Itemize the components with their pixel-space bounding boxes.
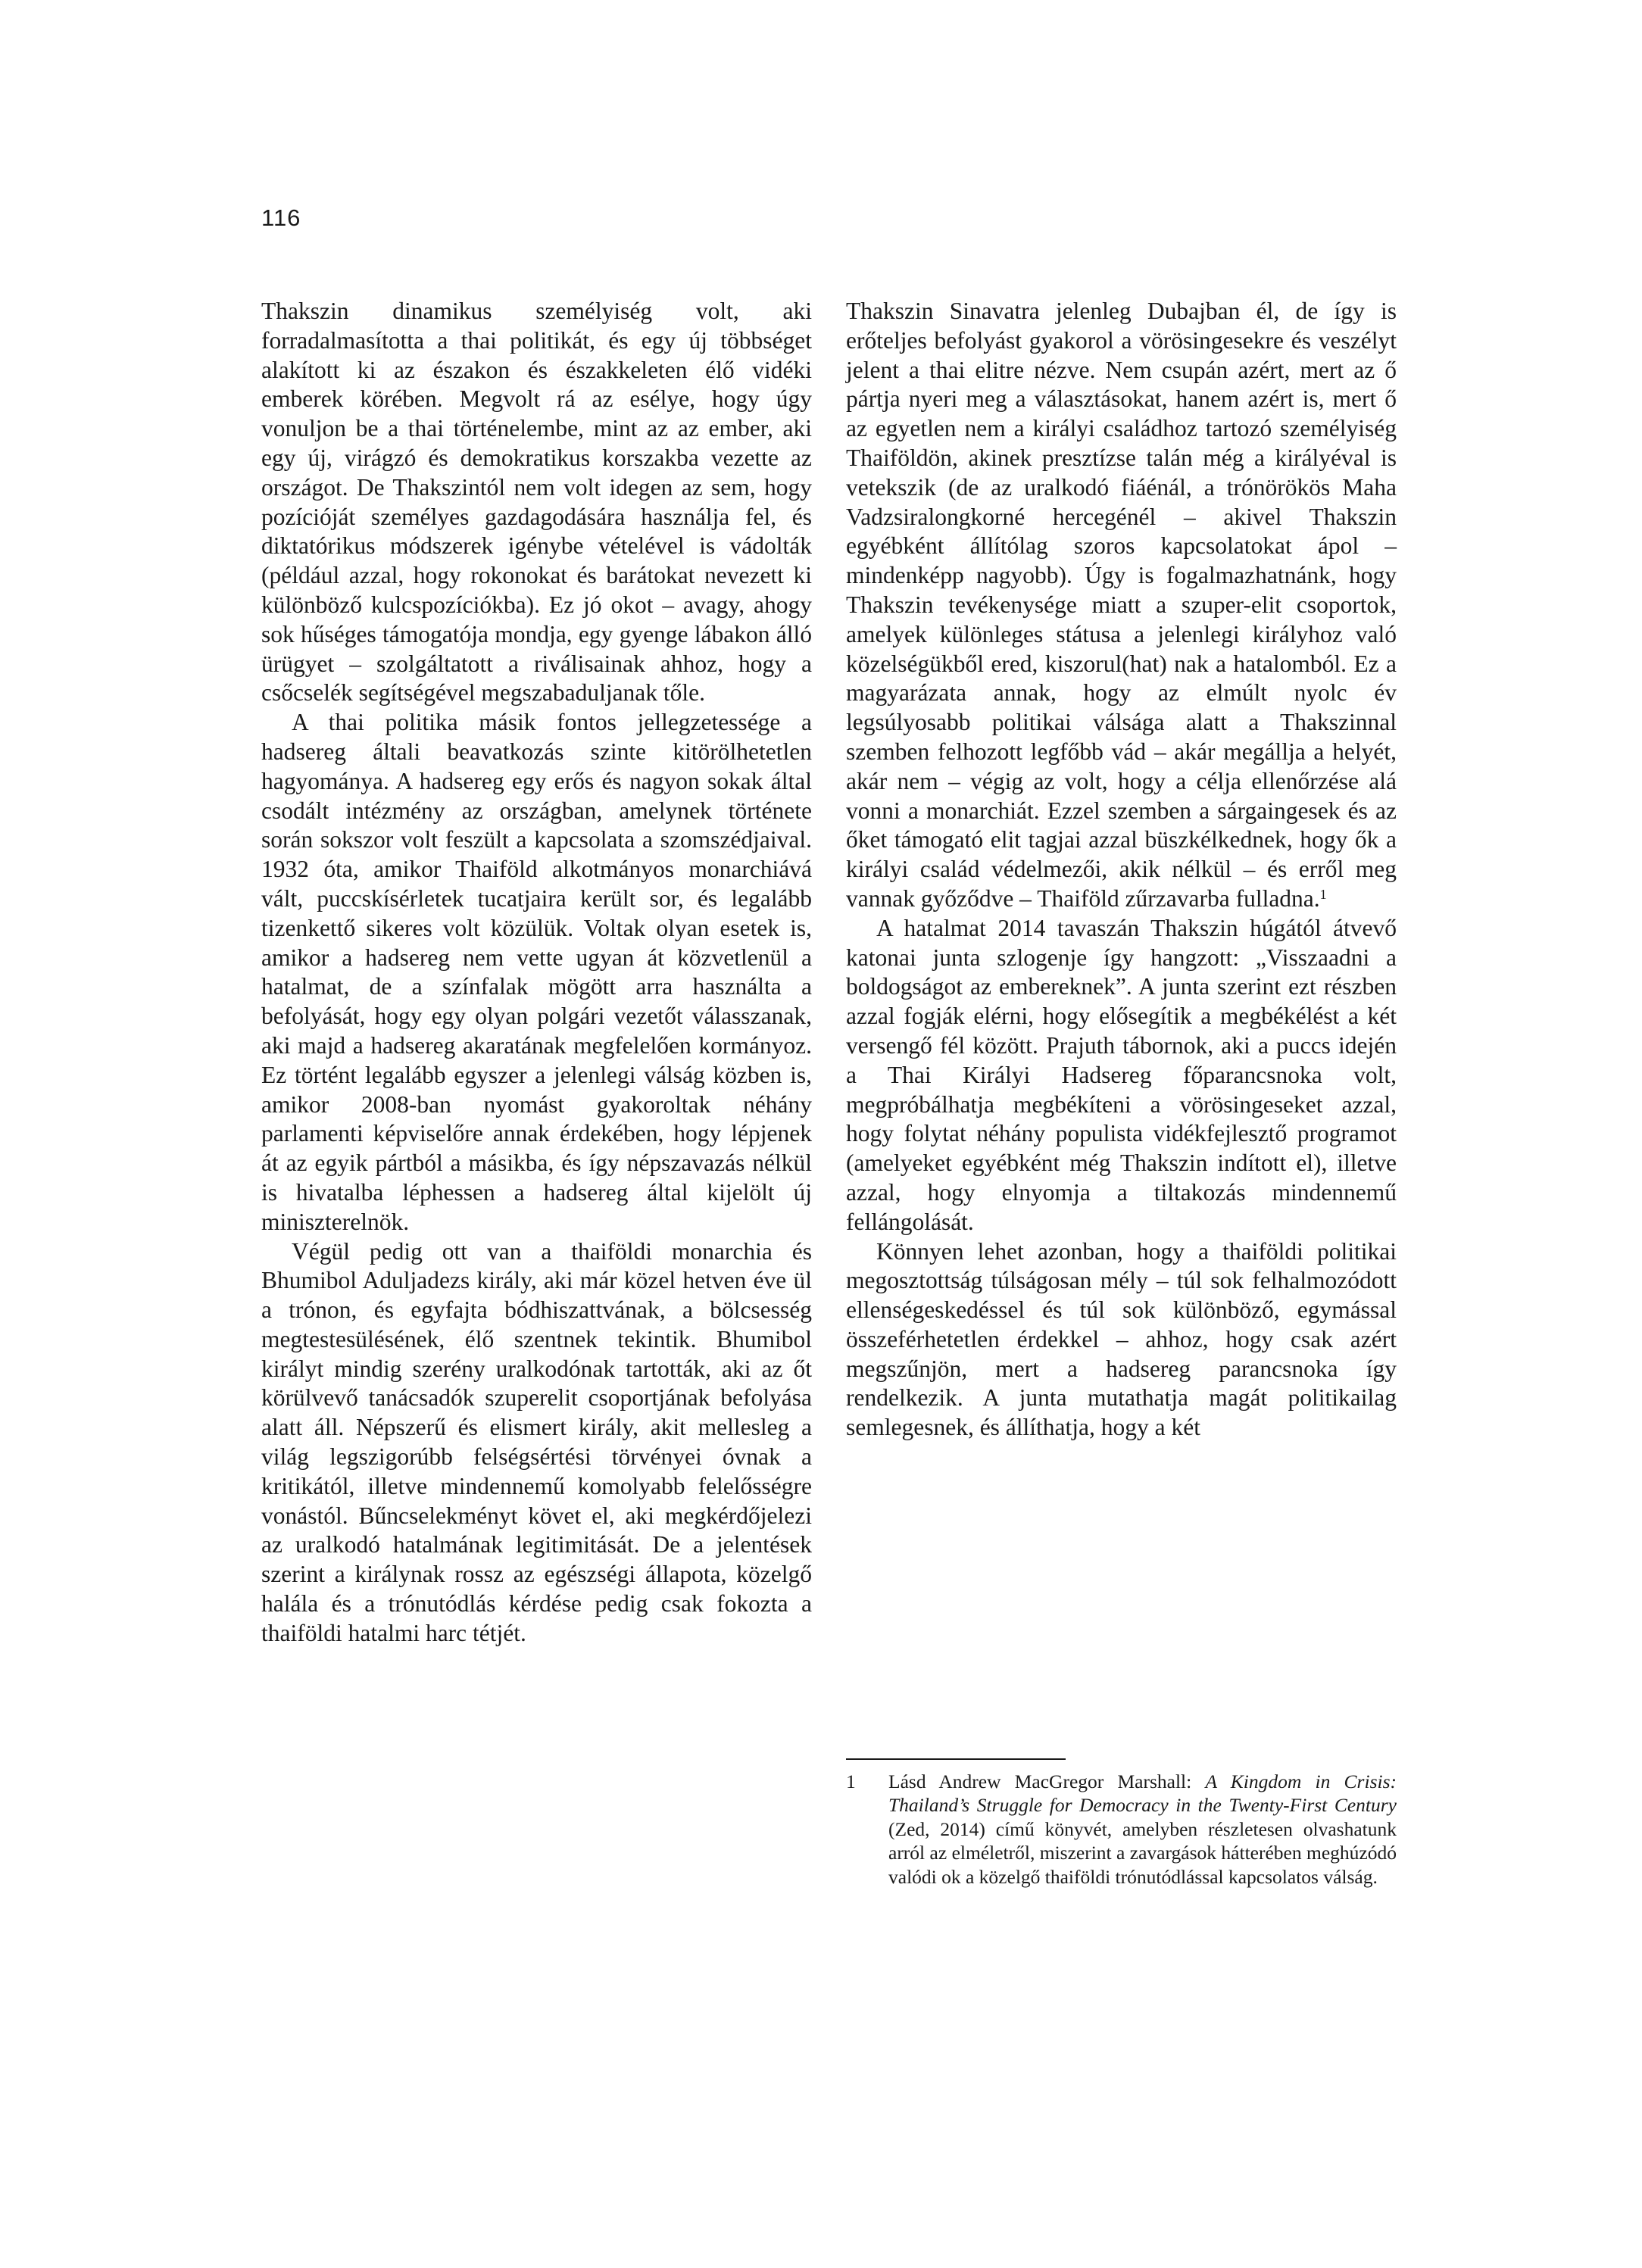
right-column [846, 297, 1397, 1443]
right-paragraph-3: Könnyen lehet azonban, hogy a thaiföldi politikai megosztottság túlságosan mély – túl sok felhalmozódott ellenségeskedéssel és túl sok különböző, egymással összeférhetetlen érdekkel – ahhoz, hogy csak azért megszűnjön, mert a hadsereg parancsnoka így rendelkezik. A junta mutathatja magát politikailag semlegesnek, és állíthatja, hogy a két [846, 1237, 1397, 1441]
footnote-text [888, 1770, 1397, 1889]
footnote-reference: 1 [1319, 886, 1327, 902]
footnote-book-title: A Kingdom in Crisis: Thailand’s Struggle for Democracy in the Twenty-First Century [888, 1770, 1397, 1817]
page-number: 116 [261, 204, 301, 231]
right-paragraph-1 [846, 297, 1397, 914]
footnote-divider [846, 1758, 1066, 1760]
footnote-text-before: Lásd Andrew MacGregor Marshall: [888, 1770, 1206, 1792]
right-paragraph-2: A hatalmat 2014 tavaszán Thakszin húgától átvevő katonai junta szlogenje így hangzott: „Visszaadni a boldogságot az embereknek”. A junta szerint ezt részben azzal fogják elérni, hogy elősegítik a megbékélést a két versengő fél között. Prajuth tábornok, aki a puccs idején a Thai Királyi Hadsereg főparancsnoka volt, megpróbálhatja megbékíteni a vörösingeseket azzal, hogy folytat néhány populista vidékfejlesztő programot (amelyeket egyébként még Thakszin indított el), illetve azzal, hogy elnyomja a tiltakozás mindennemű fellángolását. [846, 914, 1397, 1235]
right-paragraph-1-text: Thakszin Sinavatra jelenleg Dubajban él, de így is erőteljes befolyást gyakorol a vörösingesekre és veszélyt jelent a thai elitre nézve. Nem csupán azért, mert az ő pártja nyeri meg a választásokat, hanem azért is, mert ő az egyetlen nem a királyi családhoz tartozó személyiség Thaiföldön, akinek presztízse talán még a királyéval is vetekszik (de az uralkodó fiáénál, a trónörökös Maha Vadzsiralongkorné hercegénél – akivel Thakszin egyébként állítólag szoros kapcsolatokat ápol – mindenképp nagyobb). Úgy is fogalmazhatnánk, hogy Thakszin tevékenysége miatt a szuper-elit csoportok, amelyek különleges státusa a jelenlegi királyhoz való közelségükből ered, kiszorul(hat) nak a hatalomból. Ez a magyarázata annak, hogy az elmúlt nyolc év legsúlyosabb politikai válsága alatt a Thakszinnal szemben felhozott legfőbb vád – akár megállja a helyét, akár nem – végig az volt, hogy a célja ellenőrzése alá vonni a monarchiát. Ezzel szemben a sárgaingesek és az őket támogató elit tagjai azzal büszkélkednek, hogy ők a királyi család védelmezői, akik nélkül – és erről meg vannak győződve – Thaiföld zűrzavarba fulladna. [846, 298, 1397, 912]
footnote [846, 1770, 1397, 1889]
footnote-text-after: (Zed, 2014) című könyvét, amelyben részletesen olvashatunk arról az elméletről, miszerint a zavargások hátterében meghúzódó valódi ok a közelgő thaiföldi trónutódlással kapcsolatos válság. [888, 1817, 1397, 1888]
left-paragraph-3: Végül pedig ott van a thaiföldi monarchia és Bhumibol Aduljadezs király, aki már közel hetven éve ül a trónon, és egyfajta bódhiszattvának, a bölcsesség megtestesülésének, élő szentnek tekintik. Bhumibol királyt mindig szerény uralkodónak tartották, aki az őt körülvevő tanácsadók szuperelit csoportjának befolyása alatt áll. Népszerű és elismert király, akit mellesleg a világ legszigorúbb felségsértési törvényei óvnak a kritikától, illetve mindennemű komolyabb felelősségre vonástól. Bűncselekményt követ el, aki megkérdőjelezi az uralkodó hatalmának legitimitását. De a jelentések szerint a királynak rossz az egészségi állapota, közelgő halála és a trónutódlás kérdése pedig csak fokozta a thaiföldi hatalmi harc tétjét. [261, 1237, 812, 1646]
footnote-number: 1 [846, 1770, 856, 1792]
left-paragraph-2: A thai politika másik fontos jellegzetessége a hadsereg általi beavatkozás szinte kitörölhetetlen hagyománya. A hadsereg egy erős és nagyon sokak által csodált intézmény az országban, amelynek története során sokszor volt feszült a kapcsolata a szomszédjaival. 1932 óta, amikor Thaiföld alkotmányos monarchiává vált, puccskísérletek tucatjaira került sor, és legalább tizenkettő sikeres volt közülük. Voltak olyan esetek is, amikor a hadsereg nem vette ugyan át közvetlenül a hatalmat, de a színfalak mögött arra használta a befolyását, hogy egy olyan polgári vezetőt válasszanak, aki majd a hadsereg akaratának megfelelően kormányoz. Ez történt legalább egyszer a jelenlegi válság közben is, amikor 2008-ban nyomást gyakoroltak néhány parlamenti képviselőre annak érdekében, hogy lépjenek át az egyik pártból a másikba, és így népszavazás nélkül is hivatalba léphessen a hadsereg által kijelölt új miniszterelnök. [261, 709, 812, 1235]
left-column [261, 297, 812, 1649]
left-paragraph-1: Thakszin dinamikus személyiség volt, aki forradalmasította a thai politikát, és egy új többséget alakított ki az északon és északkeleten élő vidéki emberek körében. Megvolt rá az esélye, hogy úgy vonuljon be a thai történelembe, mint az az ember, aki egy új, virágzó és demokratikus korszakba vezette az országot. De Thakszintól nem volt idegen az sem, hogy pozícióját személyes gazdagodására használja fel, és diktatórikus módszerek igénybe vételével is vádolták (például azzal, hogy rokonokat és barátokat nevezett ki különböző kulcspozíciókba). Ez jó okot – avagy, ahogy sok hűséges támogatója mondja, egy gyenge lábakon álló ürügyet – szolgáltatott a riválisainak ahhoz, hogy a csőcselék segítségével megszabaduljanak tőle. [261, 298, 812, 707]
